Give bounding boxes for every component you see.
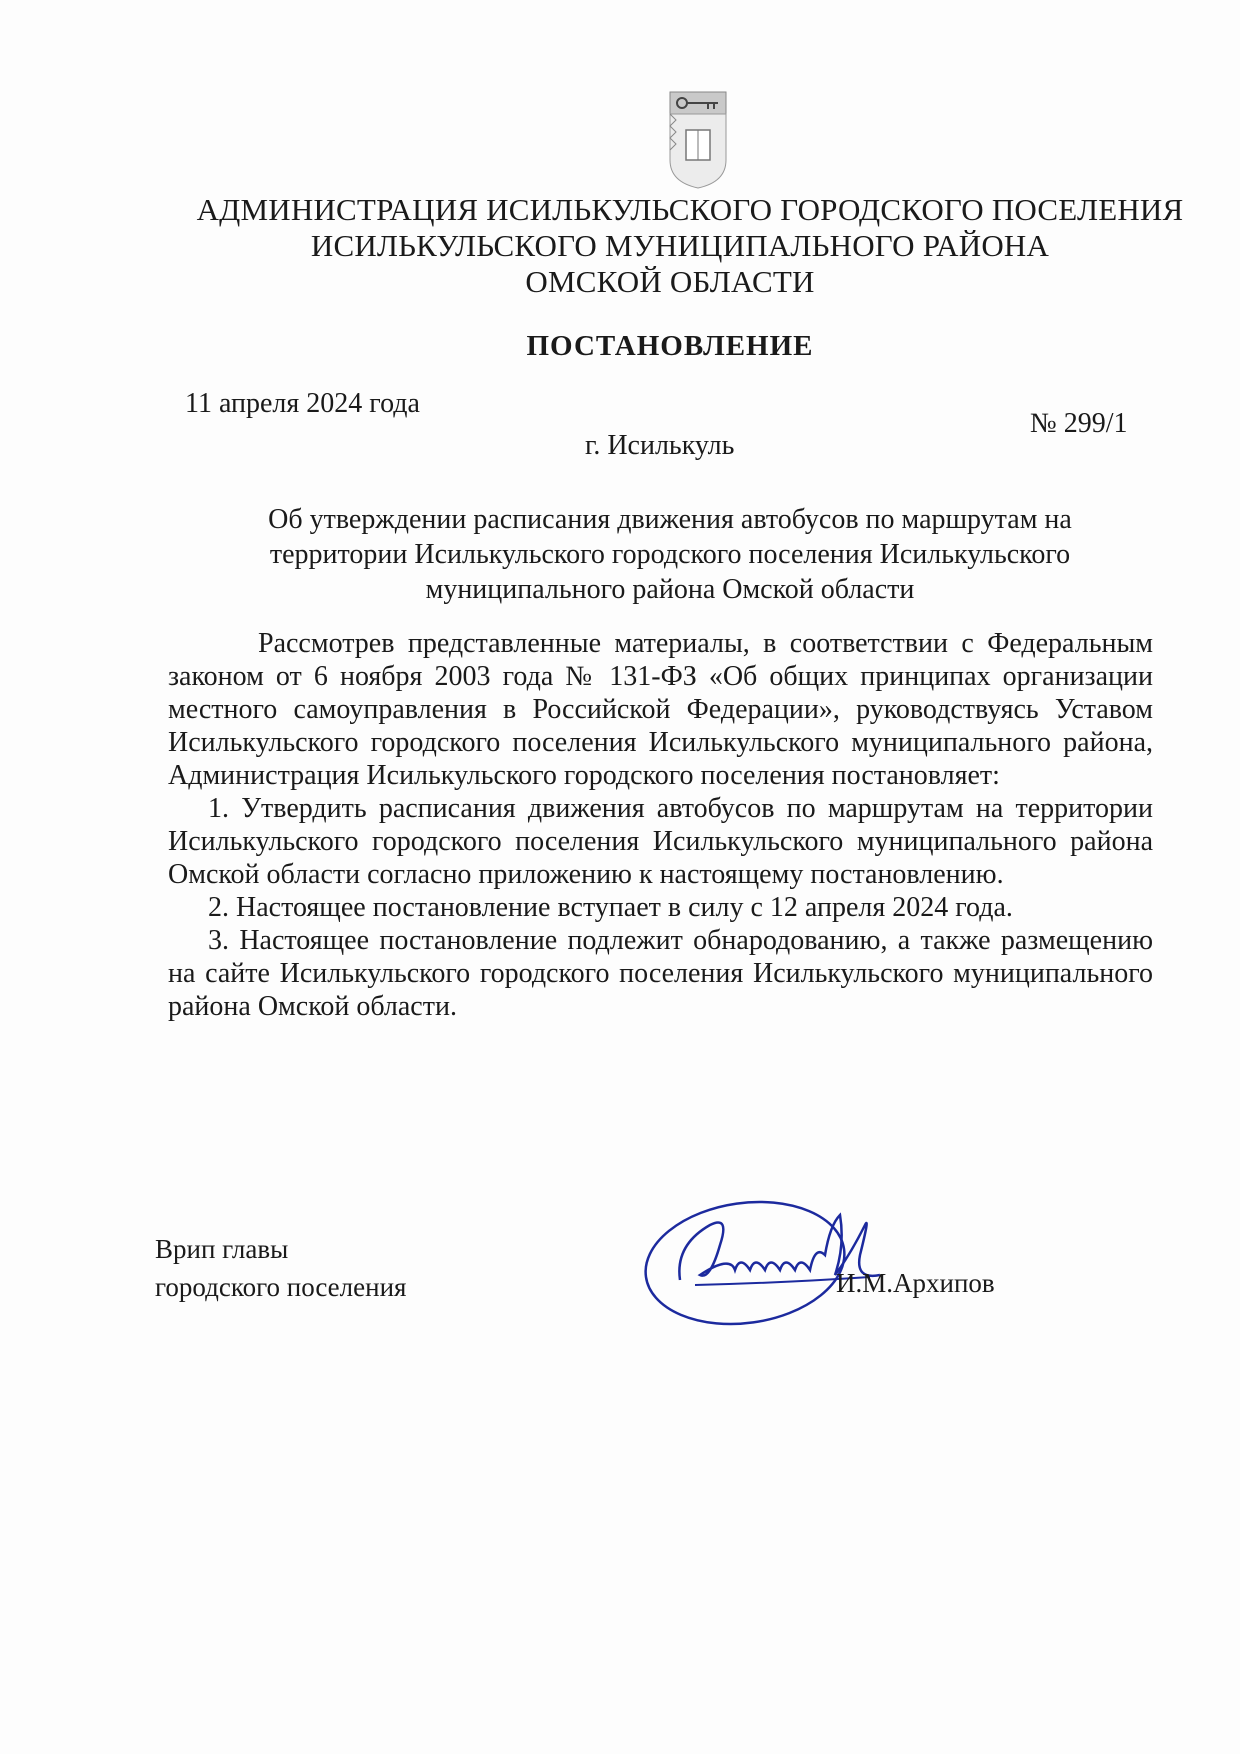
handwritten-signature-icon [640, 1185, 920, 1345]
coat-of-arms-icon [656, 90, 740, 190]
resolution-item-3: 3. Настоящее постановление подлежит обнародованию, а также размещению на сайте Исилькульского городского поселения Исилькульского муниципального района Омской области. [168, 925, 1153, 1022]
document-city: г. Исилькуль [585, 430, 735, 461]
document-number: № 299/1 [1030, 408, 1128, 439]
signatory-role [155, 1230, 406, 1306]
signatory-role-line-2: городского поселения [155, 1272, 407, 1302]
resolution-item-2: 2. Настоящее постановление вступает в силу с 12 апреля 2024 года. [208, 892, 1013, 923]
header-line-2: ИСИЛЬКУЛЬСКОГО МУНИЦИПАЛЬНОГО РАЙОНА [310, 228, 1050, 263]
document-type-title: ПОСТАНОВЛЕНИЕ [526, 330, 814, 362]
signatory-name: И.М.Архипов [836, 1268, 995, 1298]
document-date: 11 апреля 2024 года [185, 388, 420, 419]
signatory-role-line-1: Врип главы [155, 1234, 289, 1264]
header-line-3: ОМСКОЙ ОБЛАСТИ [525, 264, 815, 299]
document-subject: Об утверждении расписания движения автобусов по маршрутам на территории Исилькульского городского поселения Исилькульского муниципального района Омской области [268, 504, 1072, 605]
resolution-item-1: 1. Утвердить расписания движения автобусов по маршрутам на территории Исилькульского городского поселения Исилькульского муниципального района Омской области согласно приложению к настоящему постановлению. [168, 793, 1153, 890]
header-line-1: АДМИНИСТРАЦИЯ ИСИЛЬКУЛЬСКОГО ГОРОДСКОГО ПОСЕЛЕНИЯ [196, 192, 1184, 227]
preamble-paragraph: Рассмотрев представленные материалы, в соответствии с Федеральным законом от 6 ноября 2003 года № 131-ФЗ «Об общих принципах организации местного самоуправления в Российской Федерации», руководствуясь Уставом Исилькульского городского поселения Исилькульского муниципального района, Администрация Исилькульского городского поселения постановляет: [168, 628, 1153, 791]
document-body [168, 627, 1153, 1023]
